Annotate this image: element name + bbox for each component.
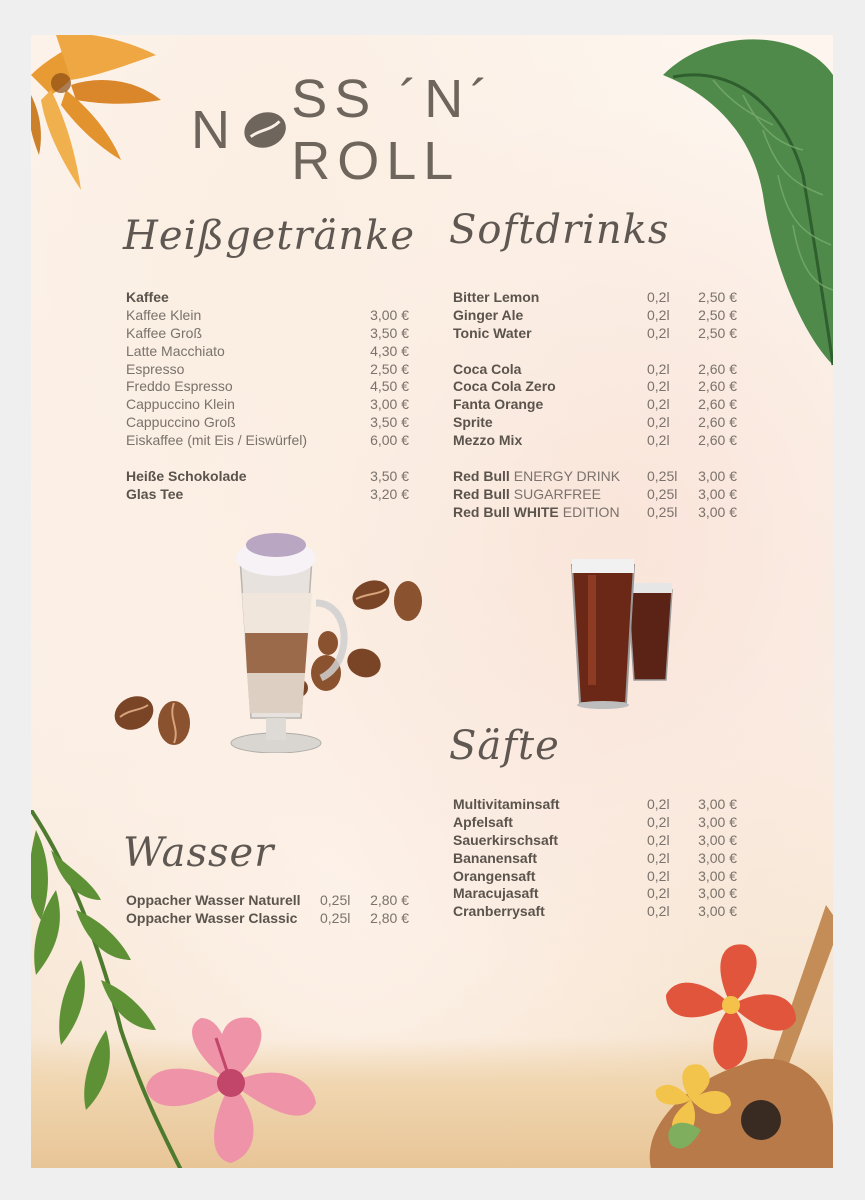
menu-item-volume: 0,25l bbox=[647, 467, 678, 484]
menu-item-name: Cappuccino Groß bbox=[126, 414, 236, 431]
menu-item-price: 3,20 € bbox=[370, 485, 409, 502]
menu-item-row bbox=[453, 396, 737, 414]
logo-text-left: N bbox=[191, 100, 237, 160]
menu-item-name: Sauerkirschsaft bbox=[453, 831, 559, 848]
hot-drinks-list bbox=[126, 289, 409, 504]
menu-item-price: 3,00 € bbox=[698, 796, 737, 812]
menu-item-row bbox=[453, 361, 737, 379]
menu-item-name: Heiße Schokolade bbox=[126, 467, 247, 484]
menu-spacer bbox=[453, 450, 737, 468]
menu-item-row bbox=[453, 307, 737, 325]
menu-sheet bbox=[31, 35, 833, 1168]
menu-item-volume: 0,2l bbox=[647, 849, 670, 866]
menu-item-row bbox=[126, 307, 409, 325]
menu-item-volume: 0,2l bbox=[647, 867, 670, 884]
menu-item-price: 3,50 € bbox=[370, 467, 409, 484]
menu-item-name: Glas Tee bbox=[126, 485, 184, 502]
menu-item-name-suffix: EDITION bbox=[562, 503, 620, 520]
ukulele-flowers-illustration bbox=[631, 885, 833, 1168]
menu-item-volume: 0,2l bbox=[647, 813, 670, 830]
menu-item-name: Multivitaminsaft bbox=[453, 796, 560, 812]
menu-item-volume: 0,2l bbox=[647, 289, 670, 305]
menu-item-volume: 0,2l bbox=[647, 378, 670, 395]
menu-item-price: 3,00 € bbox=[698, 849, 737, 866]
menu-item-name: Oppacher Wasser Naturell bbox=[126, 892, 301, 908]
menu-item-price: 2,60 € bbox=[698, 414, 737, 431]
menu-item-name: Kaffee Klein bbox=[126, 306, 202, 323]
menu-item-name: Apfelsaft bbox=[453, 813, 513, 830]
menu-item-row bbox=[126, 396, 409, 414]
menu-item-row bbox=[453, 850, 737, 868]
softdrinks-list bbox=[453, 289, 737, 522]
menu-item-price: 3,00 € bbox=[698, 885, 737, 902]
menu-item-name: Espresso bbox=[126, 360, 185, 377]
menu-item-price: 6,00 € bbox=[370, 432, 409, 449]
menu-item-volume: 0,2l bbox=[647, 432, 670, 449]
menu-item-volume: 0,25l bbox=[320, 909, 351, 926]
pink-hibiscus-illustration bbox=[141, 1013, 321, 1168]
menu-item-row bbox=[453, 414, 737, 432]
menu-item-name: Red Bull bbox=[453, 485, 510, 502]
menu-item-name: Red Bull WHITE bbox=[453, 503, 559, 520]
menu-item-row bbox=[453, 468, 737, 486]
menu-item-row bbox=[453, 486, 737, 504]
menu-item-name: Tonic Water bbox=[453, 324, 532, 341]
heading-softdrinks: Softdrinks bbox=[449, 207, 670, 253]
menu-item-name-suffix: SUGARFREE bbox=[513, 485, 601, 502]
menu-item-price: 3,00 € bbox=[698, 867, 737, 884]
menu-item-price: 3,50 € bbox=[370, 324, 409, 341]
menu-item-price: 3,00 € bbox=[370, 396, 409, 413]
menu-spacer bbox=[453, 343, 737, 361]
menu-item-price: 2,60 € bbox=[698, 378, 737, 395]
menu-item-name: Kaffee bbox=[126, 289, 169, 305]
menu-item-volume: 0,25l bbox=[320, 892, 351, 908]
menu-item-name: Cranberrysaft bbox=[453, 903, 545, 920]
menu-item-price: 2,60 € bbox=[698, 360, 737, 377]
menu-item-name: Bitter Lemon bbox=[453, 289, 540, 305]
menu-item-name: Cappuccino Klein bbox=[126, 396, 235, 413]
menu-item-row bbox=[453, 432, 737, 450]
menu-item-name: Oppacher Wasser Classic bbox=[126, 909, 298, 926]
logo-text-right: SS ´N´ ROLL bbox=[291, 69, 496, 191]
menu-item-volume: 0,2l bbox=[647, 796, 670, 812]
menu-item-name: Mezzo Mix bbox=[453, 432, 523, 449]
menu-item-row bbox=[126, 414, 409, 432]
menu-item-volume: 0,25l bbox=[647, 503, 678, 520]
menu-item-price: 2,80 € bbox=[370, 892, 409, 908]
menu-item-price: 2,50 € bbox=[370, 360, 409, 377]
menu-item-price: 2,50 € bbox=[698, 324, 737, 341]
menu-item-price: 4,30 € bbox=[370, 342, 409, 359]
menu-item-row bbox=[453, 289, 737, 307]
menu-item-price: 2,60 € bbox=[698, 432, 737, 449]
menu-item-price: 3,00 € bbox=[370, 306, 409, 323]
menu-item-price: 2,50 € bbox=[698, 289, 737, 305]
menu-item-price: 3,00 € bbox=[698, 831, 737, 848]
menu-item-price: 2,80 € bbox=[370, 909, 409, 926]
menu-item-row bbox=[453, 504, 737, 522]
menu-item-name: Eiskaffee (mit Eis / Eiswürfel) bbox=[126, 432, 308, 449]
menu-item-name: Red Bull bbox=[453, 467, 510, 484]
menu-item-name-group bbox=[453, 468, 620, 486]
menu-item-row bbox=[453, 832, 737, 850]
menu-item-name: Orangensaft bbox=[453, 867, 536, 884]
coffee-bean-logo-icon bbox=[243, 107, 287, 153]
menu-item-price: 4,50 € bbox=[370, 378, 409, 395]
menu-item-row bbox=[453, 325, 737, 343]
menu-item-volume: 0,2l bbox=[647, 885, 670, 902]
menu-item-name: Freddo Espresso bbox=[126, 378, 233, 395]
menu-item-row bbox=[453, 868, 737, 886]
heading-hot-drinks: Heißgetränke bbox=[123, 213, 416, 259]
menu-item-price: 3,00 € bbox=[698, 485, 737, 502]
menu-item-row bbox=[453, 814, 737, 832]
menu-item-row bbox=[126, 486, 409, 504]
menu-item-row bbox=[126, 343, 409, 361]
menu-item-volume: 0,2l bbox=[647, 903, 670, 920]
heading-juices: Säfte bbox=[449, 723, 560, 769]
menu-item-volume: 0,2l bbox=[647, 414, 670, 431]
menu-item-name-group bbox=[453, 504, 620, 522]
coffee-beans-left bbox=[109, 690, 190, 745]
menu-item-price: 3,50 € bbox=[370, 414, 409, 431]
menu-item-row bbox=[126, 432, 409, 450]
menu-item-name: Bananensaft bbox=[453, 849, 538, 866]
menu-item-volume: 0,25l bbox=[647, 485, 678, 502]
menu-item-volume: 0,2l bbox=[647, 324, 670, 341]
brand-logo bbox=[191, 69, 671, 191]
menu-item-name: Fanta Orange bbox=[453, 396, 544, 413]
menu-item-price: 3,00 € bbox=[698, 903, 737, 920]
menu-item-volume: 0,2l bbox=[647, 831, 670, 848]
menu-item-name-group bbox=[453, 486, 601, 504]
menu-item-row bbox=[126, 289, 409, 307]
menu-item-price: 2,50 € bbox=[698, 306, 737, 323]
menu-spacer bbox=[126, 450, 409, 468]
menu-item-price: 3,00 € bbox=[698, 813, 737, 830]
menu-item-row bbox=[453, 796, 737, 814]
menu-item-row bbox=[126, 361, 409, 379]
menu-item-row bbox=[126, 378, 409, 396]
heading-water: Wasser bbox=[123, 830, 275, 876]
menu-item-volume: 0,2l bbox=[647, 360, 670, 377]
menu-item-volume: 0,2l bbox=[647, 306, 670, 323]
menu-item-name: Latte Macchiato bbox=[126, 342, 225, 359]
menu-item-name: Ginger Ale bbox=[453, 306, 524, 323]
cola-glasses-illustration bbox=[566, 555, 681, 710]
menu-item-price: 3,00 € bbox=[698, 503, 737, 520]
menu-item-row bbox=[453, 378, 737, 396]
menu-item-name: Sprite bbox=[453, 414, 493, 431]
menu-item-name: Kaffee Groß bbox=[126, 324, 203, 341]
menu-item-row bbox=[126, 325, 409, 343]
menu-item-name: Coca Cola bbox=[453, 360, 522, 377]
orange-flower-illustration bbox=[31, 35, 166, 195]
menu-item-name-suffix: ENERGY DRINK bbox=[513, 467, 621, 484]
menu-item-row bbox=[126, 468, 409, 486]
menu-item-price: 3,00 € bbox=[698, 467, 737, 484]
menu-item-name: Coca Cola Zero bbox=[453, 378, 556, 395]
menu-item-price: 2,60 € bbox=[698, 396, 737, 413]
latte-macchiato-illustration bbox=[106, 513, 426, 753]
menu-item-volume: 0,2l bbox=[647, 396, 670, 413]
menu-item-name: Maracujasaft bbox=[453, 885, 539, 902]
